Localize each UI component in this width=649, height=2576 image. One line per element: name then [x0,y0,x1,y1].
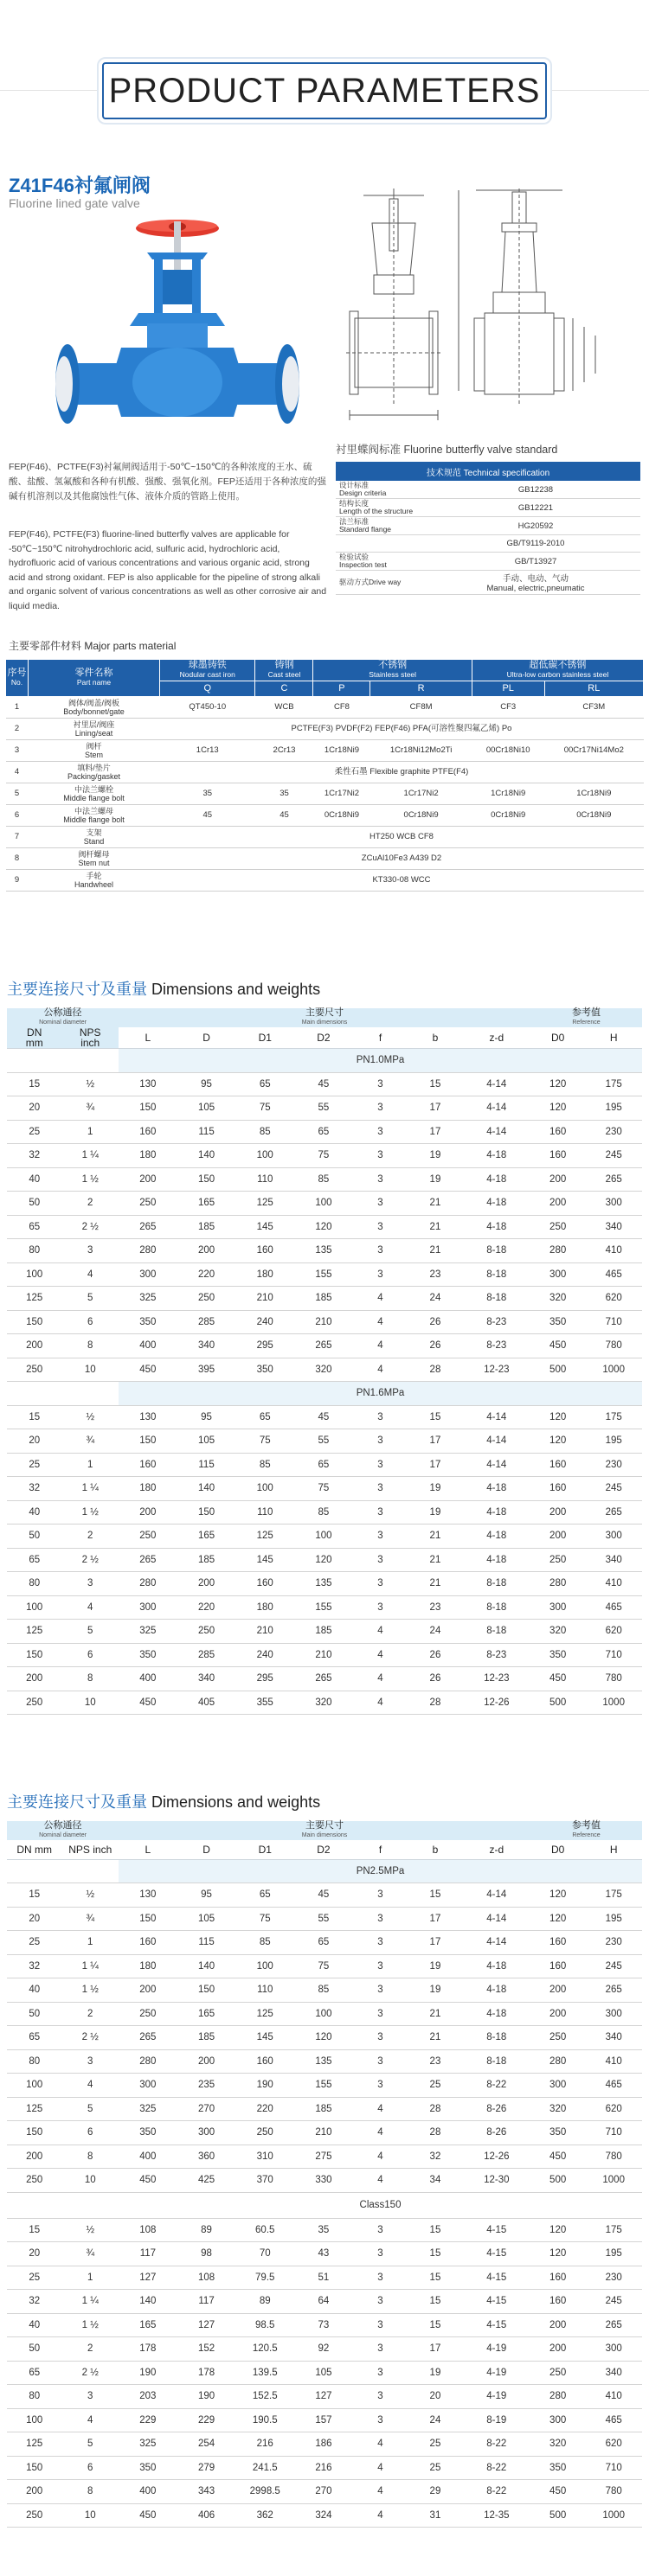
table-row: 125 5 325 250 210 185 4 24 8-18 320 620 [7,1620,642,1644]
table-row: 法兰标准 Standard flange HG20592 [336,517,640,535]
table-row: 65 2 ½ 265 185 145 120 3 21 4-18 250 340 [7,1548,642,1572]
column-header: D2 [294,1027,353,1049]
table-row: 50 2 178 152 120.5 92 3 17 4-19 200 300 [7,2337,642,2362]
column-header: D0 [530,1840,585,1859]
table-row: 150 6 350 285 240 210 4 26 8-23 350 710 [7,1643,642,1667]
dimensions-table-2: 公称通径 Nominal diameter 主要尺寸 Main dimensions 参考值 Reference DN mm NPS inch L D D1 D2 f b z-d D0 H PN2.5MPa 15 ½ 130 95 65 45 3 15 4-14 120 175 20 ¾ 150 105 75 55 3 17 4-14 120 195 25 1 160 115 85 65 3 17 4-14 160 230 32 1 ¼ 180 140 100 75 3 19 4-18 160 245 40 1 ½ 200 150 110 85 3 19 4-18 200 265 50 2 250 165 125 100 3 21 4-18 200 300 65 2 ½ 265 185 145 120 3 21 8-18 250 340 80 3 280 200 160 135 3 23 8-18 280 410 100 4 300 235 190 155 3 25 8-22 300 465 125 5 325 270 220 185 4 28 8-26 320 620 150 6 350 300 250 210 4 28 8-26 350 710 200 8 400 360 310 275 4 32 12-26 450 780 250 10 450 425 370 330 4 34 12-30 500 1000 Class150 15 ½ 108 89 60.5 35 3 15 4-15 120 175 20 ¾ 117 98 70 43 3 15 4-15 120 195 25 1 127 108 79.5 51 3 15 4-15 160 230 32 1 ¼ 140 117 89 64 3 15 4-15 160 245 40 1 ½ 165 127 98.5 73 3 15 4-15 200 265 50 2 178 152 120.5 92 3 17 4-19 200 300 65 2 ½ 190 178 139.5 105 3 19 4-19 250 340 80 3 203 190 152.5 127 3 20 4-19 280 410 100 4 229 229 190.5 157 3 24 8-19 300 465 125 5 325 254 216 186 4 25 8-22 320 620 150 6 350 279 241.5 216 4 25 8-22 350 710 200 8 400 343 2998.5 270 4 29 8-22 450 780 250 10 450 406 362 324 4 31 12-35 500 1000 [7,1821,642,2528]
table-row: 50 2 250 165 125 100 3 21 4-18 200 300 [7,2002,642,2026]
table-row: 200 8 400 340 295 265 4 26 8-23 450 780 [7,1334,642,1358]
table-row: 20 ¾ 150 105 75 55 3 17 4-14 120 195 [7,1096,642,1121]
column-header: D1 [235,1027,294,1049]
column-header: D0 [530,1027,585,1049]
column-header: NPS inch [61,1027,119,1049]
table-row: 250 10 450 425 370 330 4 34 12-30 500 1000 [7,2169,642,2193]
column-header: DN mm [7,1840,61,1859]
column-header: z-d [463,1840,530,1859]
table-row: 65 2 ½ 190 178 139.5 105 3 19 4-19 250 340 [7,2361,642,2385]
table-row: 7 支架 Stand HT250 WCB CF8 [6,827,644,848]
table-row: 32 1 ¼ 180 140 100 75 3 19 4-18 160 245 [7,1144,642,1168]
column-header: f [353,1840,408,1859]
column-header: b [408,1027,462,1049]
column-header: D [177,1840,236,1859]
table-row: 150 6 350 300 250 210 4 28 8-26 350 710 [7,2121,642,2145]
table-row: 50 2 250 165 125 100 3 21 4-18 200 300 [7,1192,642,1216]
column-header: H [585,1027,642,1049]
table-row: 150 6 350 285 240 210 4 26 8-23 350 710 [7,1310,642,1334]
table-row: 250 10 450 395 350 320 4 28 12-23 500 1000 [7,1358,642,1382]
product-description-cn: FEP(F46)、PCTFE(F3)衬氟闸阀适用于-50℃~150℃的各种浓度的王水、硫酸、盐酸、氢氟酸和各种有机酸、强酸、强氧化剂。FEP还适用于各种浓度的强碱有机溶剂以及其他腐蚀性气体、液体介质的管路上使用。 [9,462,326,502]
banner-title: PRODUCT PARAMETERS [108,71,541,110]
table-row: 25 1 160 115 85 65 3 17 4-14 160 230 [7,1453,642,1477]
column-header: H [585,1840,642,1859]
section-row: PN1.0MPa [7,1049,642,1073]
column-header: z-d [463,1027,530,1049]
table-row: 5 中法兰螺栓 Middle flange bolt 35 35 1Cr17Ni2 1Cr17Ni2 1Cr18Ni9 1Cr18Ni9 [6,783,644,805]
table-row: 200 8 400 343 2998.5 270 4 29 8-22 450 780 [7,2480,642,2504]
table-row: 250 10 450 406 362 324 4 31 12-35 500 1000 [7,2503,642,2528]
table-row: 80 3 280 200 160 135 3 21 8-18 280 410 [7,1572,642,1596]
table-row: 65 2 ½ 265 185 145 120 3 21 8-18 250 340 [7,2026,642,2050]
table-row: 65 2 ½ 265 185 145 120 3 21 4-18 250 340 [7,1215,642,1239]
column-header: L [119,1027,177,1049]
column-header: f [353,1027,408,1049]
table-row: 32 1 ¼ 180 140 100 75 3 19 4-18 160 245 [7,1954,642,1978]
spec-table-header: 技术规范 Technical specification [336,462,640,481]
table-row: 200 8 400 340 295 265 4 26 12-23 450 780 [7,1667,642,1691]
table-row: 25 1 160 115 85 65 3 17 4-14 160 230 [7,1120,642,1144]
table-row: 150 6 350 279 241.5 216 4 25 8-22 350 710 [7,2456,642,2480]
table-row: 40 1 ½ 200 150 110 85 3 19 4-18 200 265 [7,1500,642,1525]
table-row: GB/T9119-2010 [336,535,640,553]
table-row: 80 3 280 200 160 135 3 23 8-18 280 410 [7,2049,642,2074]
table-row: 设计标准 Design criteria GB12238 [336,481,640,499]
product-description-en: FEP(F46), PCTFE(F3) fluorine-lined butterfly valves are applicable for -50℃~150℃ nitrohydrochloric acid, sulfuric acid, hydrochloric acid, hydrofluoric acid of various concentrations and various organic acid, strong acid and strong oxidant. FEP is also applicable for the pipeline of strong alkali and organic solvent of various concentrations as well as other corrosive air and liquid media. [9,529,327,611]
dimensions-table-1: 公称通径 Nominal diameter 主要尺寸 Main dimensions 参考值 Reference DN mm NPS inch L D D1 D2 f b z-d D0 H PN1.0MPa 15 ½ 130 95 65 45 3 15 4-14 120 175 20 ¾ 150 105 75 55 3 17 4-14 120 195 25 1 160 115 85 65 3 17 4-14 160 230 32 1 ¼ 180 140 100 75 3 19 4-18 160 245 40 1 ½ 200 150 110 85 3 19 4-18 200 265 50 2 250 165 125 100 3 21 4-18 200 300 65 2 ½ 265 185 145 120 3 21 4-18 250 340 80 3 280 200 160 135 3 21 8-18 280 410 100 4 300 220 180 155 3 23 8-18 300 465 125 5 325 250 210 185 4 24 8-18 320 620 150 6 350 285 240 210 4 26 8-23 350 710 200 8 400 340 295 265 4 26 8-23 450 780 250 10 450 395 350 320 4 28 12-23 500 1000 PN1.6MPa 15 ½ 130 95 65 45 3 15 4-14 120 175 20 ¾ 150 105 75 55 3 17 4-14 120 195 25 1 160 115 85 65 3 17 4-14 160 230 32 1 ¼ 180 140 100 75 3 19 4-18 160 245 40 1 ½ 200 150 110 85 3 19 4-18 200 265 50 2 250 165 125 100 3 21 4-18 200 300 65 2 ½ 265 185 145 120 3 21 4-18 250 340 80 3 280 200 160 135 3 21 8-18 280 410 100 4 300 220 180 155 3 23 8-18 300 465 125 5 325 250 210 185 4 24 8-18 320 620 150 6 350 285 240 210 4 26 8-23 350 710 200 8 400 340 295 265 4 26 12-23 450 780 250 10 450 405 355 320 4 28 12-26 500 1000 [7,1008,642,1715]
table-row: 40 1 ½ 165 127 98.5 73 3 15 4-15 200 265 [7,2313,642,2337]
table-row: 结构长度 Length of the structure GB12221 [336,499,640,517]
table-row: 20 ¾ 150 105 75 55 3 17 4-14 120 195 [7,1429,642,1454]
section-row: PN1.6MPa [7,1382,642,1406]
table-row: 15 ½ 130 95 65 45 3 15 4-14 120 175 [7,1883,642,1908]
table-row: 15 ½ 130 95 65 45 3 15 4-14 120 175 [7,1405,642,1429]
section-row: Class150 [7,2192,642,2218]
table-row: 3 阀杆 Stem 1Cr13 2Cr13 1Cr18Ni9 1Cr18Ni12Mo2Ti 00Cr18Ni10 00Cr17Ni14Mo2 [6,740,644,762]
technical-drawing [346,189,623,439]
table-row: 9 手轮 Handwheel KT330-08 WCC [6,870,644,892]
product-title-cn: Z41F46衬氟闸阀 [9,175,151,196]
table-row: 125 5 325 250 210 185 4 24 8-18 320 620 [7,1287,642,1311]
table-row: 200 8 400 360 310 275 4 32 12-26 450 780 [7,2145,642,2169]
section-banner [102,62,547,119]
table-row: 80 3 203 190 152.5 127 3 20 4-19 280 410 [7,2385,642,2409]
table-row: 40 1 ½ 200 150 110 85 3 19 4-18 200 265 [7,1167,642,1192]
table-row: 50 2 250 165 125 100 3 21 4-18 200 300 [7,1525,642,1549]
dimensions-title-1: 主要连接尺寸及重量 Dimensions and weights [7,981,321,998]
section-row: PN2.5MPa [7,1859,642,1883]
table-row: 125 5 325 270 220 185 4 28 8-26 320 620 [7,2097,642,2121]
materials-table: 序号 No. 零件名称 Part name 球墨铸铁 Nodular cast iron 铸钢 Cast steel 不锈钢 Stainless steel 超低碳不锈钢 Ultra-low carbon stainless steel Q C P R PL RL 1 阀体/阀盖/阀板 Body/bonnet/gate QT450-10 WCB CF8 CF8M CF3 CF3M 2 衬里层/阀座 Lining/seat PCTFE(F3) PVDF(F2) FEP(F46) PFA(可溶性聚四氟乙烯) Po 3 阀杆 Stem 1Cr13 2Cr13 1Cr18Ni9 1Cr18Ni12Mo2Ti 00Cr18Ni10 00Cr17Ni14Mo2 4 填料/垫片 Packing/gasket 柔性石墨 Flexible graphite PTFE(F4) 5 中法兰螺栓 Middle flange bolt 35 35 1Cr17Ni2 1Cr17Ni2 1Cr18Ni9 1Cr18Ni9 6 中法兰螺母 Middle flange bolt 45 45 0Cr18Ni9 0Cr18Ni9 0Cr18Ni9 0Cr18Ni9 7 支架 Stand HT250 WCB CF8 8 阀杆螺母 Stem nut ZCuAl10Fe3 A439 D2 9 手轮 Handwheel KT330-08 WCC [5,659,644,892]
dimensions-title-2: 主要连接尺寸及重量 Dimensions and weights [7,1793,321,1811]
column-header: b [408,1840,462,1859]
table-row: 25 1 127 108 79.5 51 3 15 4-15 160 230 [7,2266,642,2290]
table-row: 25 1 160 115 85 65 3 17 4-14 160 230 [7,1931,642,1955]
table-row: 100 4 229 229 190.5 157 3 24 8-19 300 465 [7,2408,642,2432]
materials-title: 主要零部件材料 Major parts material [9,640,177,652]
table-row: 40 1 ½ 200 150 110 85 3 19 4-18 200 265 [7,1978,642,2003]
table-row: 8 阀杆螺母 Stem nut ZCuAl10Fe3 A439 D2 [6,848,644,870]
column-header: D1 [235,1840,294,1859]
column-header: D2 [294,1840,353,1859]
table-row: 20 ¾ 117 98 70 43 3 15 4-15 120 195 [7,2242,642,2266]
table-row: 80 3 280 200 160 135 3 21 8-18 280 410 [7,1239,642,1263]
table-row: 32 1 ¼ 140 117 89 64 3 15 4-15 160 245 [7,2290,642,2314]
table-row: 2 衬里层/阀座 Lining/seat PCTFE(F3) PVDF(F2) FEP(F46) PFA(可溶性聚四氟乙烯) Po [6,719,644,740]
product-title-en: Fluorine lined gate valve [9,196,140,210]
table-row: 32 1 ¼ 180 140 100 75 3 19 4-18 160 245 [7,1477,642,1501]
table-row: 100 4 300 220 180 155 3 23 8-18 300 465 [7,1595,642,1620]
column-header: D [177,1027,236,1049]
column-header: NPS inch [61,1840,119,1859]
table-row: 检验试验 Inspection test GB/T13927 [336,553,640,571]
table-row: 1 阀体/阀盖/阀板 Body/bonnet/gate QT450-10 WCB CF8 CF8M CF3 CF3M [6,697,644,719]
column-header: L [119,1840,177,1859]
spec-table [336,462,640,595]
table-row: 15 ½ 108 89 60.5 35 3 15 4-15 120 175 [7,2218,642,2242]
table-row: 6 中法兰螺母 Middle flange bolt 45 45 0Cr18Ni9 0Cr18Ni9 0Cr18Ni9 0Cr18Ni9 [6,805,644,827]
valve-illustration [17,209,329,450]
table-row: 125 5 325 254 216 186 4 25 8-22 320 620 [7,2432,642,2457]
table-row: 100 4 300 235 190 155 3 25 8-22 300 465 [7,2074,642,2098]
spec-table-title: 衬里蝶阀标准 Fluorine butterfly valve standard [336,444,558,456]
table-row: 250 10 450 405 355 320 4 28 12-26 500 1000 [7,1691,642,1715]
table-row: 100 4 300 220 180 155 3 23 8-18 300 465 [7,1262,642,1287]
table-row: 20 ¾ 150 105 75 55 3 17 4-14 120 195 [7,1907,642,1931]
table-row: 驱动方式Drive way 手动、电动、气动 Manual, electric,pneumatic [336,571,640,595]
table-row: 15 ½ 130 95 65 45 3 15 4-14 120 175 [7,1072,642,1096]
table-row: 4 填料/垫片 Packing/gasket 柔性石墨 Flexible graphite PTFE(F4) [6,762,644,783]
column-header: DN mm [7,1027,61,1049]
